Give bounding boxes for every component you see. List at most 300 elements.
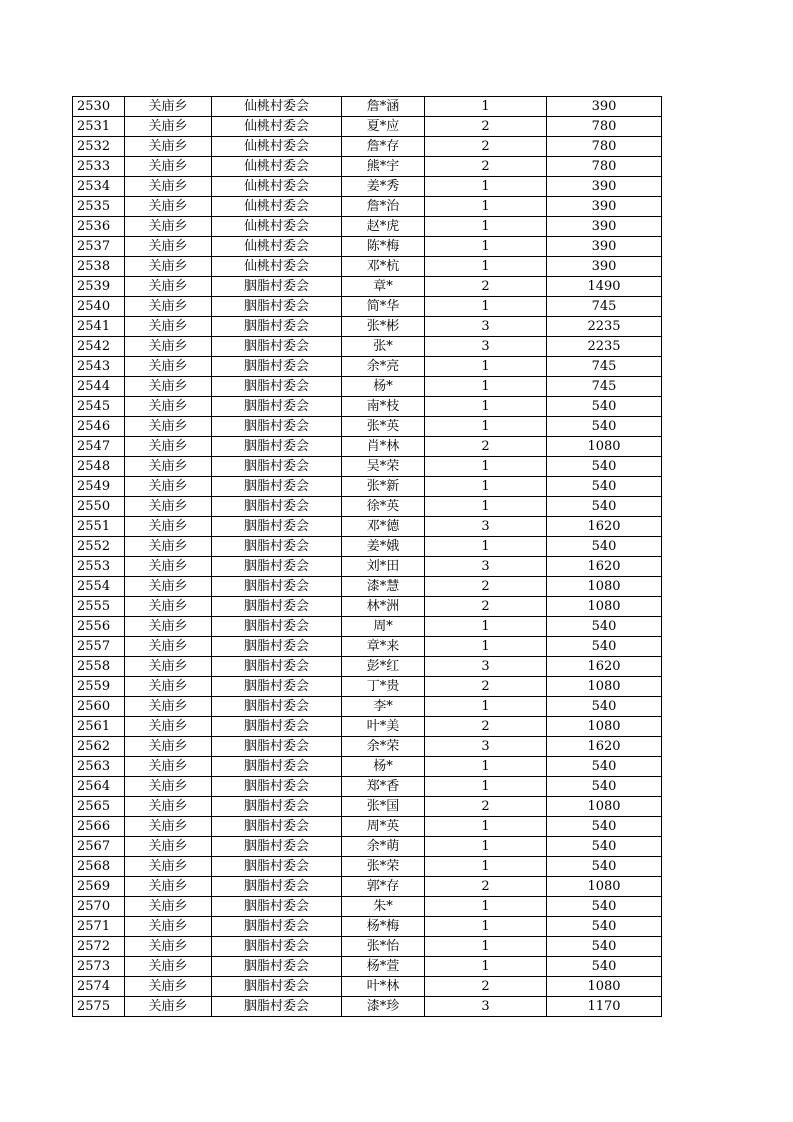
table-row [73,577,662,597]
count-cell: 1 [425,377,547,397]
town-cell: 关庙乡 [125,297,212,317]
count-cell: 1 [425,637,547,657]
count-cell: 1 [425,957,547,977]
village-cell: 胭脂村委会 [212,797,342,817]
row-number-cell: 2554 [73,577,125,597]
town-cell: 关庙乡 [125,217,212,237]
village-cell: 胭脂村委会 [212,437,342,457]
name-cell: 简*华 [342,297,425,317]
row-number-cell: 2532 [73,137,125,157]
row-number-cell: 2552 [73,537,125,557]
village-cell: 胭脂村委会 [212,457,342,477]
count-cell: 1 [425,177,547,197]
table-row [73,257,662,277]
count-cell: 1 [425,297,547,317]
village-cell: 胭脂村委会 [212,417,342,437]
row-number-cell: 2569 [73,877,125,897]
town-cell: 关庙乡 [125,677,212,697]
row-number-cell: 2541 [73,317,125,337]
row-number-cell: 2551 [73,517,125,537]
row-number-cell: 2564 [73,777,125,797]
town-cell: 关庙乡 [125,357,212,377]
table-row [73,437,662,457]
name-cell: 章* [342,277,425,297]
amount-cell: 390 [547,217,662,237]
row-number-cell: 2565 [73,797,125,817]
town-cell: 关庙乡 [125,997,212,1017]
village-cell: 胭脂村委会 [212,377,342,397]
village-cell: 胭脂村委会 [212,957,342,977]
name-cell: 熊*宇 [342,157,425,177]
table-row [73,657,662,677]
amount-cell: 2235 [547,337,662,357]
village-cell: 胭脂村委会 [212,857,342,877]
name-cell: 丁*贵 [342,677,425,697]
table-row [73,157,662,177]
count-cell: 1 [425,197,547,217]
count-cell: 1 [425,897,547,917]
row-number-cell: 2558 [73,657,125,677]
amount-cell: 540 [547,397,662,417]
row-number-cell: 2542 [73,337,125,357]
row-number-cell: 2550 [73,497,125,517]
row-number-cell: 2531 [73,117,125,137]
name-cell: 周*英 [342,817,425,837]
count-cell: 1 [425,537,547,557]
town-cell: 关庙乡 [125,277,212,297]
village-cell: 胭脂村委会 [212,397,342,417]
name-cell: 张*荣 [342,857,425,877]
town-cell: 关庙乡 [125,617,212,637]
count-cell: 2 [425,437,547,457]
table-row [73,917,662,937]
name-cell: 姜*秀 [342,177,425,197]
row-number-cell: 2575 [73,997,125,1017]
village-cell: 胭脂村委会 [212,997,342,1017]
town-cell: 关庙乡 [125,177,212,197]
count-cell: 1 [425,777,547,797]
data-table [72,96,662,1017]
amount-cell: 1490 [547,277,662,297]
name-cell: 刘*田 [342,557,425,577]
village-cell: 胭脂村委会 [212,477,342,497]
village-cell: 胭脂村委会 [212,317,342,337]
amount-cell: 1080 [547,437,662,457]
count-cell: 1 [425,857,547,877]
table-row [73,317,662,337]
row-number-cell: 2567 [73,837,125,857]
amount-cell: 540 [547,837,662,857]
town-cell: 关庙乡 [125,937,212,957]
table-row [73,177,662,197]
name-cell: 张*彬 [342,317,425,337]
amount-cell: 780 [547,117,662,137]
table-row [73,637,662,657]
name-cell: 姜*娥 [342,537,425,557]
count-cell: 1 [425,617,547,637]
count-cell: 2 [425,877,547,897]
town-cell: 关庙乡 [125,137,212,157]
table-row [73,837,662,857]
name-cell: 彭*红 [342,657,425,677]
name-cell: 叶*林 [342,977,425,997]
village-cell: 胭脂村委会 [212,577,342,597]
village-cell: 胭脂村委会 [212,777,342,797]
amount-cell: 1170 [547,997,662,1017]
village-cell: 胭脂村委会 [212,817,342,837]
name-cell: 余*荣 [342,737,425,757]
town-cell: 关庙乡 [125,537,212,557]
town-cell: 关庙乡 [125,157,212,177]
name-cell: 杨*萱 [342,957,425,977]
name-cell: 漆*珍 [342,997,425,1017]
table-row [73,717,662,737]
name-cell: 叶*美 [342,717,425,737]
row-number-cell: 2573 [73,957,125,977]
town-cell: 关庙乡 [125,597,212,617]
village-cell: 仙桃村委会 [212,197,342,217]
amount-cell: 540 [547,937,662,957]
town-cell: 关庙乡 [125,637,212,657]
count-cell: 3 [425,557,547,577]
amount-cell: 390 [547,177,662,197]
name-cell: 夏*应 [342,117,425,137]
count-cell: 2 [425,677,547,697]
table-row [73,497,662,517]
table-row [73,897,662,917]
table-row [73,737,662,757]
village-cell: 仙桃村委会 [212,257,342,277]
count-cell: 1 [425,457,547,477]
row-number-cell: 2570 [73,897,125,917]
table-row [73,277,662,297]
town-cell: 关庙乡 [125,397,212,417]
count-cell: 1 [425,217,547,237]
amount-cell: 2235 [547,317,662,337]
village-cell: 胭脂村委会 [212,497,342,517]
row-number-cell: 2535 [73,197,125,217]
table-row [73,977,662,997]
row-number-cell: 2543 [73,357,125,377]
village-cell: 胭脂村委会 [212,757,342,777]
name-cell: 詹*涵 [342,97,425,117]
table-row [73,377,662,397]
village-cell: 胭脂村委会 [212,937,342,957]
amount-cell: 390 [547,257,662,277]
row-number-cell: 2533 [73,157,125,177]
count-cell: 1 [425,757,547,777]
name-cell: 詹*存 [342,137,425,157]
amount-cell: 1080 [547,597,662,617]
row-number-cell: 2560 [73,697,125,717]
name-cell: 南*枝 [342,397,425,417]
count-cell: 1 [425,477,547,497]
row-number-cell: 2534 [73,177,125,197]
count-cell: 2 [425,577,547,597]
name-cell: 张* [342,337,425,357]
village-cell: 胭脂村委会 [212,977,342,997]
name-cell: 周* [342,617,425,637]
name-cell: 杨* [342,377,425,397]
table-row [73,937,662,957]
count-cell: 1 [425,817,547,837]
table-row [73,817,662,837]
amount-cell: 540 [547,637,662,657]
count-cell: 1 [425,237,547,257]
village-cell: 胭脂村委会 [212,517,342,537]
count-cell: 2 [425,977,547,997]
name-cell: 漆*慧 [342,577,425,597]
village-cell: 胭脂村委会 [212,917,342,937]
amount-cell: 540 [547,497,662,517]
row-number-cell: 2538 [73,257,125,277]
count-cell: 1 [425,497,547,517]
town-cell: 关庙乡 [125,877,212,897]
row-number-cell: 2563 [73,757,125,777]
count-cell: 2 [425,597,547,617]
amount-cell: 540 [547,857,662,877]
town-cell: 关庙乡 [125,557,212,577]
village-cell: 胭脂村委会 [212,337,342,357]
village-cell: 胭脂村委会 [212,617,342,637]
village-cell: 胭脂村委会 [212,537,342,557]
row-number-cell: 2553 [73,557,125,577]
name-cell: 章*来 [342,637,425,657]
count-cell: 3 [425,657,547,677]
name-cell: 朱* [342,897,425,917]
town-cell: 关庙乡 [125,337,212,357]
count-cell: 1 [425,397,547,417]
table-row [73,337,662,357]
village-cell: 仙桃村委会 [212,217,342,237]
table-row [73,297,662,317]
row-number-cell: 2537 [73,237,125,257]
row-number-cell: 2555 [73,597,125,617]
village-cell: 胭脂村委会 [212,677,342,697]
table-row [73,237,662,257]
town-cell: 关庙乡 [125,917,212,937]
amount-cell: 1080 [547,677,662,697]
town-cell: 关庙乡 [125,797,212,817]
table-row [73,597,662,617]
amount-cell: 540 [547,537,662,557]
town-cell: 关庙乡 [125,737,212,757]
name-cell: 张*怡 [342,937,425,957]
row-number-cell: 2530 [73,97,125,117]
village-cell: 胭脂村委会 [212,597,342,617]
village-cell: 胭脂村委会 [212,897,342,917]
village-cell: 仙桃村委会 [212,237,342,257]
row-number-cell: 2572 [73,937,125,957]
table-row [73,857,662,877]
amount-cell: 1080 [547,977,662,997]
village-cell: 胭脂村委会 [212,877,342,897]
town-cell: 关庙乡 [125,417,212,437]
town-cell: 关庙乡 [125,497,212,517]
amount-cell: 540 [547,917,662,937]
amount-cell: 1080 [547,797,662,817]
town-cell: 关庙乡 [125,657,212,677]
town-cell: 关庙乡 [125,897,212,917]
count-cell: 2 [425,717,547,737]
town-cell: 关庙乡 [125,817,212,837]
name-cell: 赵*虎 [342,217,425,237]
table-row [73,537,662,557]
town-cell: 关庙乡 [125,477,212,497]
amount-cell: 390 [547,197,662,217]
table-row [73,957,662,977]
amount-cell: 540 [547,757,662,777]
name-cell: 邓*杭 [342,257,425,277]
row-number-cell: 2556 [73,617,125,637]
row-number-cell: 2536 [73,217,125,237]
row-number-cell: 2547 [73,437,125,457]
table-row [73,117,662,137]
amount-cell: 540 [547,957,662,977]
name-cell: 郭*存 [342,877,425,897]
row-number-cell: 2561 [73,717,125,737]
table-row [73,417,662,437]
table-row [73,217,662,237]
table-body [73,97,662,1017]
count-cell: 1 [425,417,547,437]
table-row [73,397,662,417]
village-cell: 仙桃村委会 [212,177,342,197]
village-cell: 胭脂村委会 [212,837,342,857]
table-row [73,777,662,797]
amount-cell: 1080 [547,717,662,737]
town-cell: 关庙乡 [125,577,212,597]
row-number-cell: 2540 [73,297,125,317]
amount-cell: 540 [547,777,662,797]
town-cell: 关庙乡 [125,317,212,337]
village-cell: 胭脂村委会 [212,717,342,737]
count-cell: 2 [425,277,547,297]
count-cell: 2 [425,157,547,177]
count-cell: 1 [425,357,547,377]
name-cell: 杨*梅 [342,917,425,937]
table-row [73,677,662,697]
table-row [73,877,662,897]
amount-cell: 540 [547,817,662,837]
amount-cell: 780 [547,157,662,177]
town-cell: 关庙乡 [125,437,212,457]
table-row [73,97,662,117]
village-cell: 胭脂村委会 [212,357,342,377]
amount-cell: 1620 [547,557,662,577]
amount-cell: 745 [547,297,662,317]
name-cell: 林*洲 [342,597,425,617]
amount-cell: 745 [547,377,662,397]
name-cell: 郑*香 [342,777,425,797]
amount-cell: 1080 [547,577,662,597]
name-cell: 张*英 [342,417,425,437]
town-cell: 关庙乡 [125,197,212,217]
town-cell: 关庙乡 [125,857,212,877]
count-cell: 2 [425,797,547,817]
name-cell: 邓*德 [342,517,425,537]
amount-cell: 1620 [547,517,662,537]
town-cell: 关庙乡 [125,957,212,977]
row-number-cell: 2574 [73,977,125,997]
village-cell: 胭脂村委会 [212,297,342,317]
count-cell: 3 [425,317,547,337]
row-number-cell: 2568 [73,857,125,877]
row-number-cell: 2544 [73,377,125,397]
name-cell: 张*新 [342,477,425,497]
amount-cell: 540 [547,697,662,717]
count-cell: 1 [425,937,547,957]
row-number-cell: 2549 [73,477,125,497]
amount-cell: 540 [547,897,662,917]
count-cell: 3 [425,517,547,537]
row-number-cell: 2548 [73,457,125,477]
count-cell: 3 [425,737,547,757]
town-cell: 关庙乡 [125,237,212,257]
amount-cell: 540 [547,617,662,637]
row-number-cell: 2562 [73,737,125,757]
row-number-cell: 2571 [73,917,125,937]
name-cell: 詹*治 [342,197,425,217]
table-row [73,457,662,477]
row-number-cell: 2545 [73,397,125,417]
count-cell: 3 [425,337,547,357]
village-cell: 胭脂村委会 [212,637,342,657]
village-cell: 胭脂村委会 [212,277,342,297]
count-cell: 1 [425,97,547,117]
row-number-cell: 2546 [73,417,125,437]
town-cell: 关庙乡 [125,717,212,737]
amount-cell: 540 [547,417,662,437]
amount-cell: 390 [547,237,662,257]
name-cell: 徐*英 [342,497,425,517]
row-number-cell: 2566 [73,817,125,837]
amount-cell: 540 [547,477,662,497]
count-cell: 2 [425,137,547,157]
village-cell: 胭脂村委会 [212,657,342,677]
name-cell: 张*国 [342,797,425,817]
town-cell: 关庙乡 [125,697,212,717]
town-cell: 关庙乡 [125,97,212,117]
amount-cell: 780 [547,137,662,157]
count-cell: 1 [425,917,547,937]
amount-cell: 1080 [547,877,662,897]
village-cell: 仙桃村委会 [212,117,342,137]
village-cell: 胭脂村委会 [212,737,342,757]
table-row [73,617,662,637]
amount-cell: 390 [547,97,662,117]
count-cell: 2 [425,117,547,137]
name-cell: 肖*林 [342,437,425,457]
village-cell: 仙桃村委会 [212,157,342,177]
town-cell: 关庙乡 [125,377,212,397]
town-cell: 关庙乡 [125,757,212,777]
town-cell: 关庙乡 [125,777,212,797]
table-row [73,357,662,377]
town-cell: 关庙乡 [125,977,212,997]
table-row [73,197,662,217]
row-number-cell: 2559 [73,677,125,697]
count-cell: 1 [425,697,547,717]
table-row [73,137,662,157]
name-cell: 杨* [342,757,425,777]
town-cell: 关庙乡 [125,457,212,477]
town-cell: 关庙乡 [125,517,212,537]
table-row [73,797,662,817]
village-cell: 仙桃村委会 [212,137,342,157]
table-row [73,997,662,1017]
town-cell: 关庙乡 [125,257,212,277]
